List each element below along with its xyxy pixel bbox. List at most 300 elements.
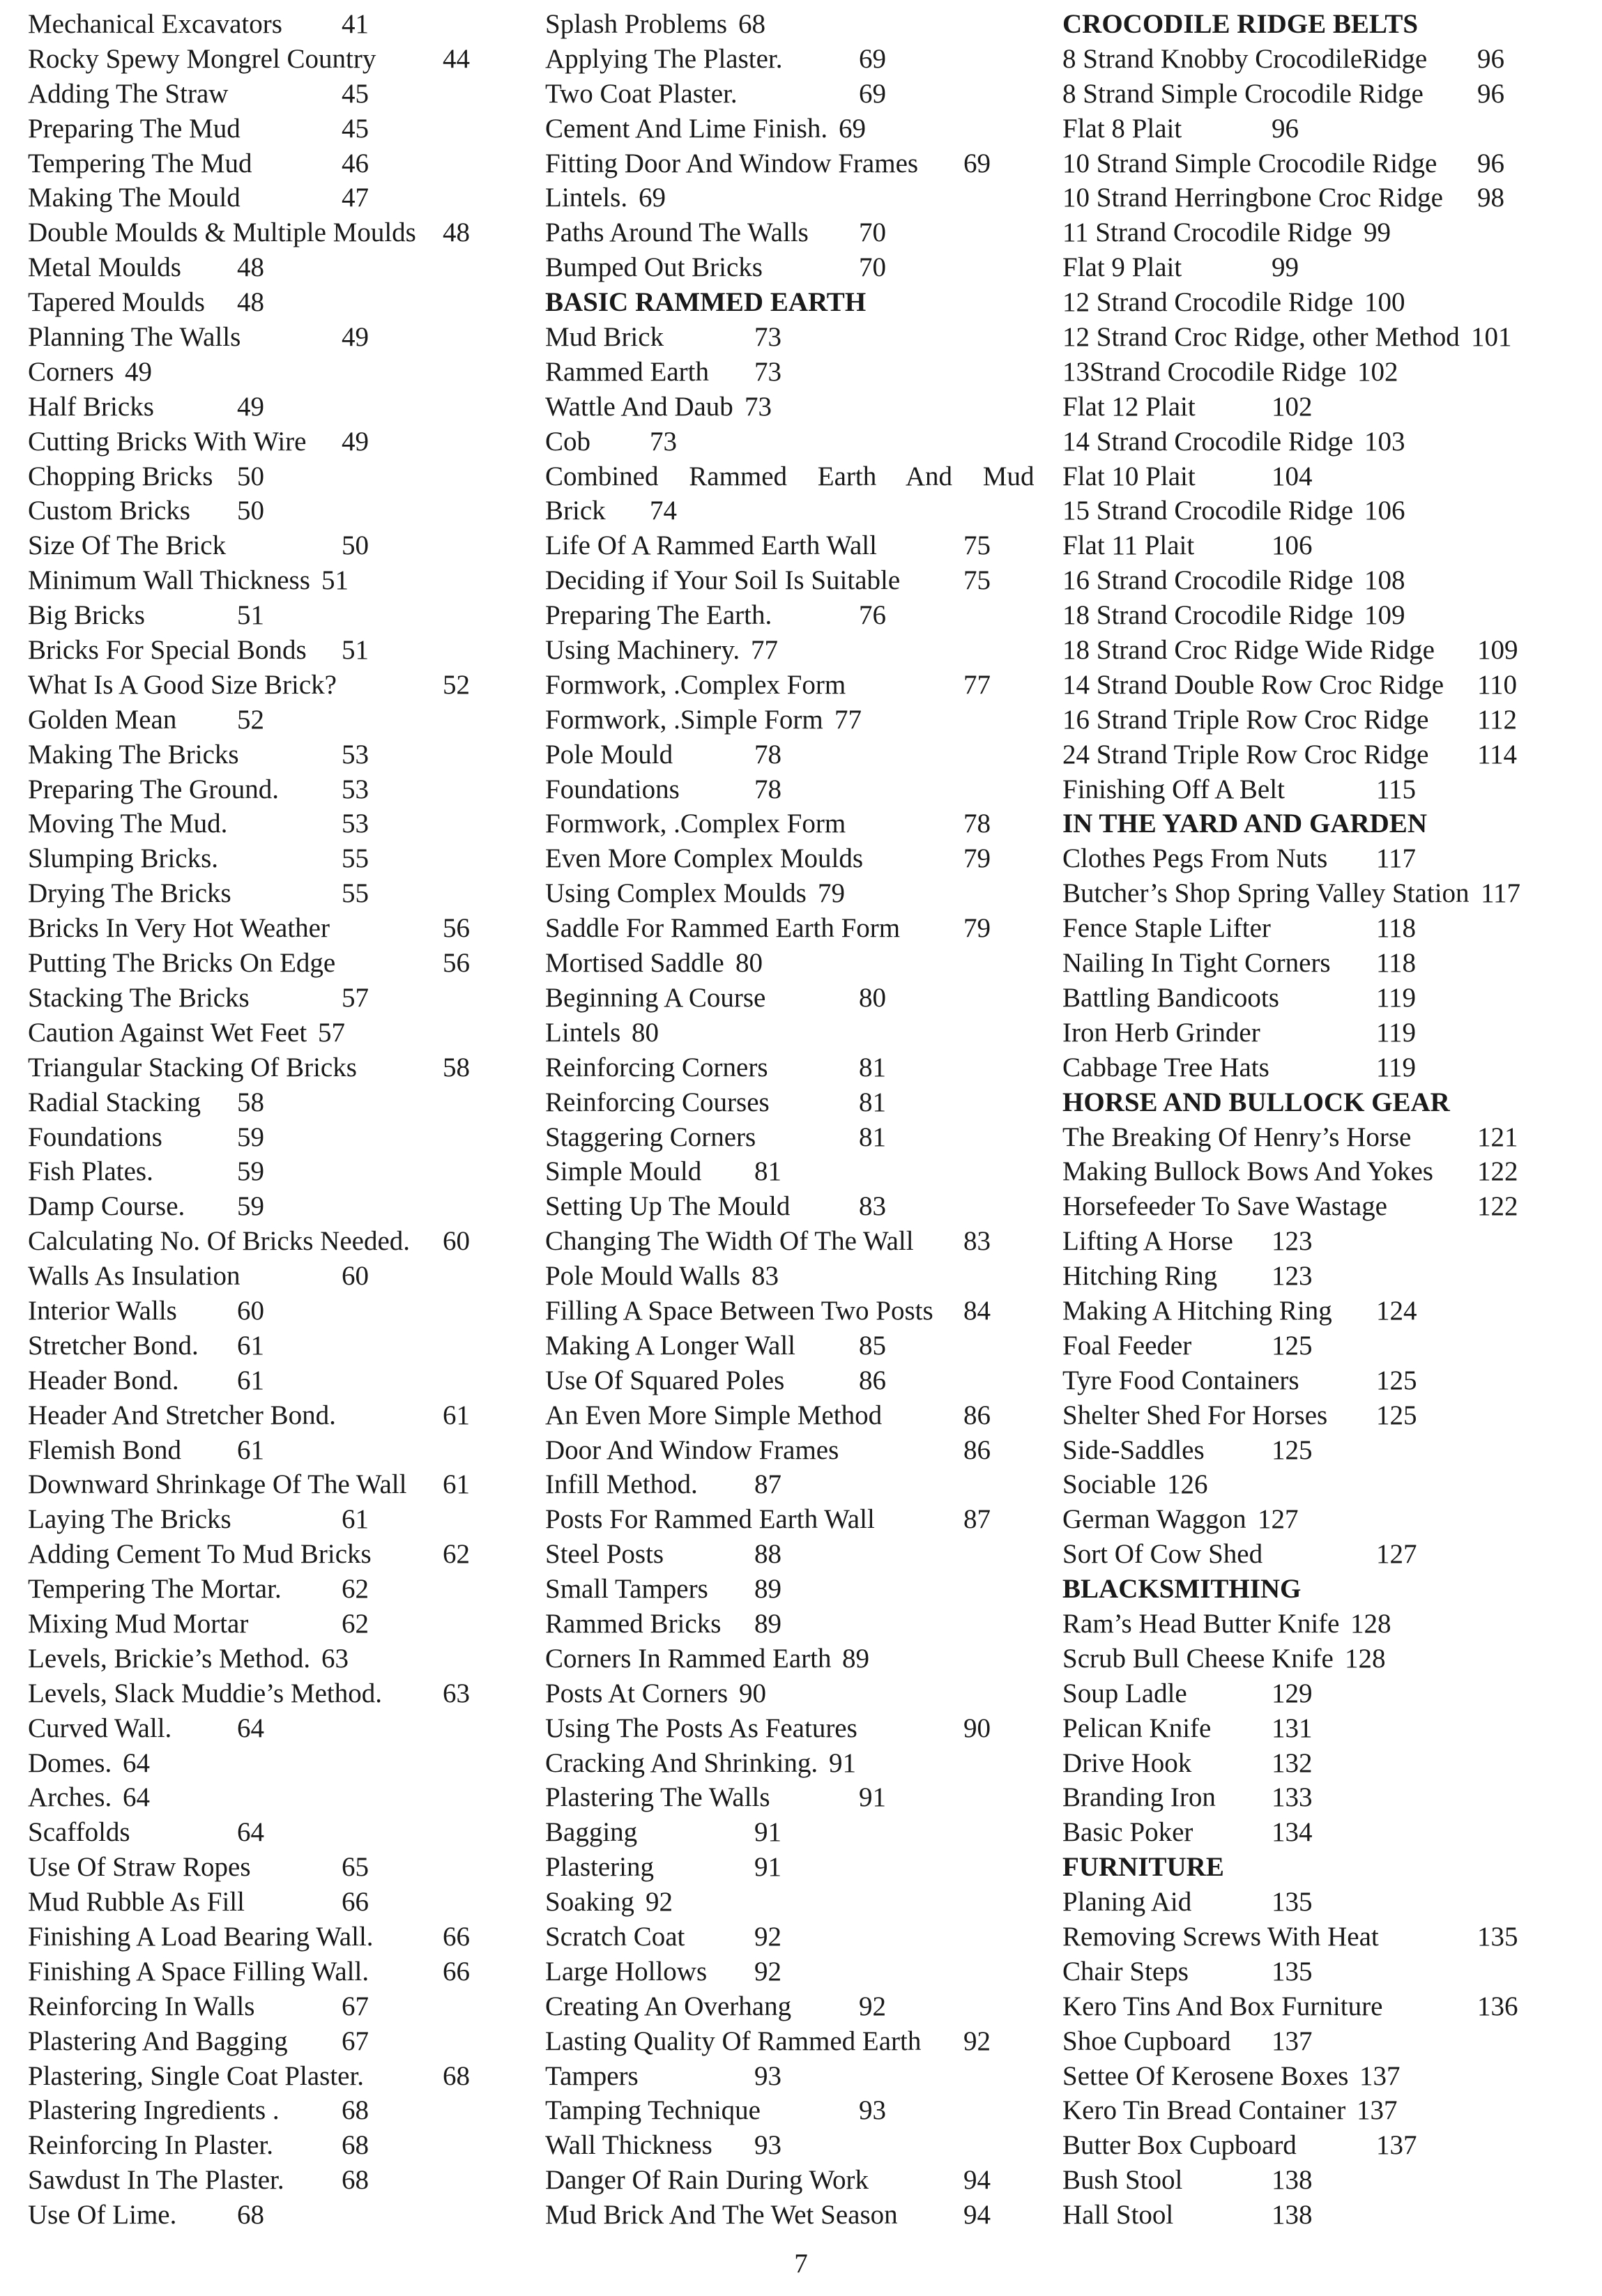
entry-title: Use Of Squared Poles (545, 1365, 785, 1395)
index-entry (1062, 1259, 1578, 1294)
entry-page-number: 75 (963, 530, 991, 561)
entry-page-number: 75 (963, 565, 991, 596)
index-entry (28, 1120, 502, 1155)
index-entry (545, 424, 1033, 459)
entry-page-number: 68 (342, 2130, 369, 2161)
index-entry (1062, 2163, 1578, 2198)
index-entry (28, 215, 502, 250)
index-entry (1062, 1746, 1578, 1781)
entry-title: Formwork, .Complex Form (545, 669, 846, 700)
entry-title: Butter Box Cupboard (1062, 2130, 1297, 2161)
entry-page-number: 69 (963, 148, 991, 178)
index-entry (545, 772, 1033, 807)
entry-page-number: 66 (342, 1887, 369, 1918)
entry-title: 16 Strand Crocodile Ridge (1062, 565, 1354, 596)
entry-title: Preparing The Mud (28, 113, 241, 144)
entry-title: Header Bond. (28, 1365, 179, 1395)
entry-title: Creating An Overhang (545, 1991, 792, 2021)
entry-page-number: 98 (1477, 183, 1504, 213)
index-entry (1062, 1016, 1578, 1050)
index-entry (545, 1398, 1033, 1433)
entry-page-number: 73 (745, 391, 772, 422)
entry-page-number: 112 (1477, 704, 1518, 735)
index-entry (1062, 911, 1578, 946)
index-entry (545, 1607, 1033, 1641)
index-entry (1062, 1050, 1578, 1085)
entry-page-number: 125 (1376, 1400, 1417, 1430)
index-entry (1062, 1607, 1578, 1641)
entry-title: Deciding if Your Soil Is Suitable (545, 565, 901, 596)
entry-title: Making The Bricks (28, 739, 239, 770)
entry-title: Wattle And Daub (545, 391, 733, 422)
entry-page-number: 118 (1376, 948, 1417, 979)
entry-page-number: 125 (1376, 1365, 1417, 1395)
entry-page-number: 108 (1364, 565, 1405, 596)
entry-page-number: 100 (1364, 287, 1405, 318)
index-entry (545, 146, 1033, 181)
entry-page-number: 50 (342, 530, 369, 561)
index-entry (545, 737, 1033, 772)
entry-page-number: 44 (443, 43, 470, 74)
entry-title: Adding Cement To Mud Bricks (28, 1539, 372, 1570)
entry-page-number: 89 (842, 1643, 869, 1674)
index-entry (545, 703, 1033, 737)
entry-page-number: 79 (963, 913, 991, 944)
entry-title: Tampers (545, 2060, 639, 2091)
entry-title: An Even More Simple Method (545, 1400, 883, 1430)
entry-title: Hitching Ring (1062, 1261, 1218, 1292)
index-entry (1062, 668, 1578, 703)
entry-title: Finishing Off A Belt (1062, 774, 1285, 804)
section-heading (545, 285, 1033, 320)
entry-title: Finishing A Load Bearing Wall. (28, 1921, 374, 1952)
entry-page-number: 137 (1272, 2026, 1313, 2056)
entry-title: Stacking The Bricks (28, 982, 250, 1013)
entry-title: Using Complex Moulds (545, 878, 807, 909)
index-entry (1062, 1224, 1578, 1259)
entry-page-number: 81 (859, 1122, 886, 1152)
index-entry (28, 668, 502, 703)
index-entry (1062, 1433, 1578, 1468)
entry-title: Foundations (28, 1122, 162, 1152)
entry-title: Foal Feeder (1062, 1330, 1192, 1361)
entry-page-number: 47 (342, 183, 369, 213)
entry-title: Plastering (545, 1852, 654, 1883)
entry-page-number: 137 (1357, 2095, 1398, 2126)
entry-title: Flat 12 Plait (1062, 391, 1196, 422)
entry-page-number: 103 (1364, 426, 1405, 457)
index-entry (545, 1154, 1033, 1189)
entry-title: Plastering The Walls (545, 1782, 770, 1813)
entry-title: Domes. (28, 1747, 112, 1778)
entry-page-number: 96 (1477, 78, 1504, 109)
entry-title: Scratch Coat (545, 1921, 685, 1952)
entry-title: Drying The Bricks (28, 878, 231, 909)
index-entry (1062, 841, 1578, 876)
entry-page-number: 58 (443, 1052, 470, 1082)
index-entry (545, 77, 1033, 112)
section-heading (1062, 806, 1578, 841)
section-heading-text: HORSE AND BULLOCK GEAR (1062, 1087, 1450, 1117)
index-entry (1062, 1815, 1578, 1850)
index-entry (28, 390, 502, 424)
entry-title: Sociable (1062, 1469, 1157, 1500)
entry-title: Plastering, Single Coat Plaster. (28, 2060, 365, 2091)
entry-page-number: 87 (754, 1469, 781, 1500)
index-column-1 (28, 7, 502, 2233)
entry-title: Sort Of Cow Shed (1062, 1539, 1263, 1570)
index-entry (28, 1989, 502, 2024)
entry-page-number: 51 (342, 635, 369, 666)
entry-title: Big Bricks (28, 600, 145, 631)
section-heading (1062, 1572, 1578, 1607)
entry-title: Kero Tin Bread Container (1062, 2095, 1346, 2126)
entry-title: Stretcher Bond. (28, 1330, 199, 1361)
index-entry (545, 1711, 1033, 1746)
entry-page-number: 66 (443, 1956, 470, 1987)
index-entry (545, 1294, 1033, 1329)
page-number: 7 (794, 2249, 808, 2279)
entry-page-number: 73 (754, 322, 781, 353)
entry-page-number: 92 (963, 2026, 991, 2056)
entry-page-number: 122 (1477, 1191, 1518, 1222)
entry-title: Bumped Out Bricks (545, 252, 763, 283)
entry-title: Rocky Spewy Mongrel Country (28, 43, 376, 74)
entry-page-number: 124 (1376, 1295, 1417, 1326)
entry-page-number: 61 (443, 1469, 470, 1500)
entry-title: Drive Hook (1062, 1747, 1192, 1778)
entry-page-number: 81 (754, 1156, 781, 1187)
entry-page-number: 117 (1481, 878, 1521, 909)
index-entry (1062, 703, 1578, 737)
entry-page-number: 91 (754, 1852, 781, 1883)
entry-title: 13Strand Crocodile Ridge (1062, 356, 1347, 387)
entry-page-number: 84 (963, 1295, 991, 1326)
entry-title: Tempering The Mortar. (28, 1574, 282, 1605)
index-entry (1062, 320, 1578, 355)
entry-title: 12 Strand Croc Ridge, other Method (1062, 322, 1460, 353)
index-entry (1062, 42, 1578, 77)
entry-page-number: 136 (1477, 1991, 1518, 2021)
entry-page-number: 60 (237, 1295, 264, 1326)
entry-title: Adding The Straw (28, 78, 229, 109)
index-entry (1062, 1120, 1578, 1155)
entry-page-number: 125 (1272, 1434, 1313, 1465)
entry-page-number: 67 (342, 1991, 369, 2021)
entry-title: 11 Strand Crocodile Ridge (1062, 217, 1352, 248)
index-entry (545, 2163, 1033, 2198)
entry-title: Damp Course. (28, 1191, 185, 1222)
index-entry (1062, 981, 1578, 1016)
index-entry (1062, 1885, 1578, 1920)
entry-page-number: 123 (1272, 1226, 1313, 1257)
entry-title: Interior Walls (28, 1295, 177, 1326)
entry-title: What Is A Good Size Brick? (28, 669, 337, 700)
index-entry (545, 1780, 1033, 1815)
entry-page-number: 80 (632, 1017, 659, 1048)
entry-title: Corners In Rammed Earth (545, 1643, 832, 1674)
entry-title: Removing Screws With Heat (1062, 1921, 1379, 1952)
entry-page-number: 135 (1477, 1921, 1518, 1952)
entry-page-number: 48 (237, 252, 264, 283)
entry-page-number: 92 (859, 1991, 886, 2021)
entry-page-number: 65 (342, 1852, 369, 1883)
entry-title: Preparing The Earth. (545, 600, 772, 631)
entry-page-number: 45 (342, 78, 369, 109)
entry-page-number: 68 (237, 2200, 264, 2230)
entry-page-number: 93 (859, 2095, 886, 2126)
index-entry (545, 946, 1033, 981)
entry-title: Cob (545, 426, 591, 457)
entry-title: Kero Tins And Box Furniture (1062, 1991, 1383, 2021)
index-entry (1062, 2128, 1578, 2163)
entry-title: Soup Ladle (1062, 1678, 1187, 1708)
section-heading-text: BLACKSMITHING (1062, 1574, 1302, 1605)
index-entry (545, 1885, 1033, 1920)
index-entry (1062, 1989, 1578, 2024)
entry-page-number: 69 (839, 113, 866, 144)
index-entry (28, 1850, 502, 1885)
entry-title: Cracking And Shrinking. (545, 1747, 818, 1778)
section-heading (1062, 7, 1578, 42)
entry-page-number: 119 (1376, 1017, 1417, 1048)
entry-title: Mud Brick And The Wet Season (545, 2200, 898, 2230)
entry-title: Infill Method. (545, 1469, 698, 1500)
entry-title: Large Hollows (545, 1956, 708, 1987)
entry-page-number: 117 (1376, 843, 1417, 874)
entry-title: Mud Rubble As Fill (28, 1887, 245, 1918)
entry-title: Butcher’s Shop Spring Valley Station (1062, 878, 1470, 909)
index-entry (28, 77, 502, 112)
entry-title: Lasting Quality Of Rammed Earth (545, 2026, 922, 2056)
index-entry (28, 2163, 502, 2198)
entry-title: 18 Strand Croc Ridge Wide Ridge (1062, 635, 1435, 666)
entry-page-number: 115 (1376, 774, 1417, 804)
index-entry (28, 598, 502, 633)
entry-page-number: 58 (237, 1087, 264, 1117)
entry-title: Cutting Bricks With Wire (28, 426, 307, 457)
index-entry (28, 1502, 502, 1537)
entry-title: Half Bricks (28, 391, 154, 422)
entry-title: Scrub Bull Cheese Knife (1062, 1643, 1334, 1674)
entry-title: Header And Stretcher Bond. (28, 1400, 336, 1430)
index-entry (28, 1746, 502, 1781)
index-entry (28, 7, 502, 42)
entry-title: Radial Stacking (28, 1087, 201, 1117)
entry-title: Making A Longer Wall (545, 1330, 796, 1361)
entry-page-number: 93 (754, 2060, 781, 2091)
index-entry (28, 528, 502, 563)
entry-title: Metal Moulds (28, 252, 181, 283)
entry-page-number: 52 (443, 669, 470, 700)
entry-title: Simple Mould (545, 1156, 702, 1187)
entry-page-number: 70 (859, 252, 886, 283)
entry-page-number: 99 (1364, 217, 1391, 248)
entry-title: German Waggon (1062, 1504, 1246, 1535)
entry-page-number: 133 (1272, 1782, 1313, 1813)
entry-title: Levels, Slack Muddie’s Method. (28, 1678, 383, 1708)
index-entry (545, 1537, 1033, 1572)
entry-title: Using Machinery. (545, 635, 740, 666)
index-entry (28, 633, 502, 668)
index-entry (28, 1676, 502, 1711)
entry-title: Mixing Mud Mortar (28, 1608, 249, 1639)
entry-page-number: 56 (443, 948, 470, 979)
entry-title: Downward Shrinkage Of The Wall (28, 1469, 407, 1500)
index-entry (545, 1085, 1033, 1120)
entry-title: Applying The Plaster. (545, 43, 783, 74)
entry-title: Hall Stool (1062, 2200, 1174, 2230)
entry-page-number: 63 (443, 1678, 470, 1708)
entry-title: Lifting A Horse (1062, 1226, 1233, 1257)
entry-page-number: 125 (1272, 1330, 1313, 1361)
section-heading-text: IN THE YARD AND GARDEN (1062, 809, 1427, 839)
index-entry (28, 285, 502, 320)
entry-page-number: 127 (1376, 1539, 1417, 1570)
index-entry (1062, 146, 1578, 181)
entry-title: Bricks For Special Bonds (28, 635, 307, 666)
entry-title: Pelican Knife (1062, 1713, 1212, 1743)
entry-page-number: 85 (859, 1330, 886, 1361)
entry-page-number: 69 (639, 183, 666, 213)
index-entry (1062, 946, 1578, 981)
index-entry (28, 946, 502, 981)
entry-page-number: 94 (963, 2200, 991, 2230)
index-entry (28, 181, 502, 215)
entry-title: Filling A Space Between Two Posts (545, 1295, 933, 1326)
index-entry (1062, 2198, 1578, 2233)
index-entry (28, 1885, 502, 1920)
index-entry (545, 2024, 1033, 2059)
index-entry (1062, 1954, 1578, 1989)
entry-page-number: 56 (443, 913, 470, 944)
index-entry (28, 981, 502, 1016)
entry-title: Shelter Shed For Horses (1062, 1400, 1328, 1430)
index-entry (545, 1746, 1033, 1781)
entry-page-number: 61 (237, 1365, 264, 1395)
index-entry (545, 1954, 1033, 1989)
entry-title: Battling Bandicoots (1062, 982, 1279, 1013)
index-entry (1062, 1154, 1578, 1189)
index-entry (1062, 598, 1578, 633)
entry-page-number: 134 (1272, 1817, 1313, 1848)
index-entry (545, 1989, 1033, 2024)
index-entry (545, 250, 1033, 285)
entry-title: Tamping Technique (545, 2095, 761, 2126)
entry-title: Posts For Rammed Earth Wall (545, 1504, 875, 1535)
entry-title: Pole Mould (545, 739, 673, 770)
entry-page-number: 62 (342, 1574, 369, 1605)
entry-page-number: 64 (237, 1817, 264, 1848)
index-entry (28, 2128, 502, 2163)
index-entry (28, 1954, 502, 1989)
index-entry (28, 806, 502, 841)
entry-page-number: 104 (1272, 461, 1313, 491)
index-entry (545, 1433, 1033, 1468)
index-entry (1062, 2093, 1578, 2128)
entry-page-number: 96 (1272, 113, 1299, 144)
entry-page-number: 68 (443, 2060, 470, 2091)
entry-title: Combined Rammed Earth And Mud (545, 461, 1035, 491)
entry-page-number: 50 (237, 461, 264, 491)
index-entry (28, 1224, 502, 1259)
section-heading-text: BASIC RAMMED EARTH (545, 287, 867, 318)
entry-title: Golden Mean (28, 704, 177, 735)
index-entry (1062, 563, 1578, 598)
entry-page-number: 83 (859, 1191, 886, 1222)
index-entry (545, 1329, 1033, 1363)
index-entry (545, 1259, 1033, 1294)
index-entry (28, 459, 502, 494)
entry-page-number: 45 (342, 113, 369, 144)
entry-title: Making The Mould (28, 183, 241, 213)
index-entry (1062, 424, 1578, 459)
entry-title: 14 Strand Double Row Croc Ridge (1062, 669, 1444, 700)
entry-page-number: 90 (963, 1713, 991, 1743)
entry-title: Setting Up The Mould (545, 1191, 791, 1222)
index-column-3 (1062, 7, 1578, 2233)
entry-title: Fitting Door And Window Frames (545, 148, 919, 178)
entry-page-number: 102 (1272, 391, 1313, 422)
index-entry (28, 355, 502, 390)
entry-title: Cement And Lime Finish. (545, 113, 828, 144)
entry-page-number: 129 (1272, 1678, 1313, 1708)
index-entry (545, 563, 1033, 598)
entry-page-number: 79 (963, 843, 991, 874)
entry-title: Posts At Corners (545, 1678, 728, 1708)
index-entry (1062, 772, 1578, 807)
index-entry (1062, 250, 1578, 285)
entry-page-number: 121 (1477, 1122, 1518, 1152)
index-entry (545, 1016, 1033, 1050)
index-entry (28, 737, 502, 772)
index-entry (545, 1050, 1033, 1085)
entry-page-number: 67 (342, 2026, 369, 2056)
entry-title: 8 Strand Knobby CrocodileRidge (1062, 43, 1428, 74)
index-entry (28, 2059, 502, 2094)
index-column-2 (545, 7, 1033, 2233)
index-entry (545, 1502, 1033, 1537)
index-entry (28, 1016, 502, 1050)
entry-title: 10 Strand Simple Crocodile Ridge (1062, 148, 1437, 178)
entry-page-number: 131 (1272, 1713, 1313, 1743)
index-entry (28, 911, 502, 946)
entry-title: 24 Strand Triple Row Croc Ridge (1062, 739, 1429, 770)
entry-page-number: 102 (1357, 356, 1398, 387)
entry-page-number: 138 (1272, 2165, 1313, 2196)
entry-title: Foundations (545, 774, 680, 804)
entry-title: Chair Steps (1062, 1956, 1189, 1987)
index-entry (28, 772, 502, 807)
index-entry (545, 493, 1033, 528)
entry-page-number: 83 (963, 1226, 991, 1257)
entry-page-number: 73 (754, 356, 781, 387)
section-heading (1062, 1085, 1578, 1120)
entry-title: Two Coat Plaster. (545, 78, 738, 109)
entry-page-number: 135 (1272, 1956, 1313, 1987)
entry-title: Planning The Walls (28, 322, 241, 353)
entry-title: Saddle For Rammed Earth Form (545, 913, 901, 944)
entry-page-number: 48 (443, 217, 470, 248)
entry-page-number: 126 (1167, 1469, 1208, 1500)
index-entry (545, 841, 1033, 876)
entry-page-number: 64 (237, 1713, 264, 1743)
index-entry (545, 355, 1033, 390)
entry-page-number: 92 (646, 1887, 673, 1918)
section-heading-text: CROCODILE RIDGE BELTS (1062, 9, 1419, 39)
index-entry (545, 668, 1033, 703)
entry-page-number: 109 (1364, 600, 1405, 631)
